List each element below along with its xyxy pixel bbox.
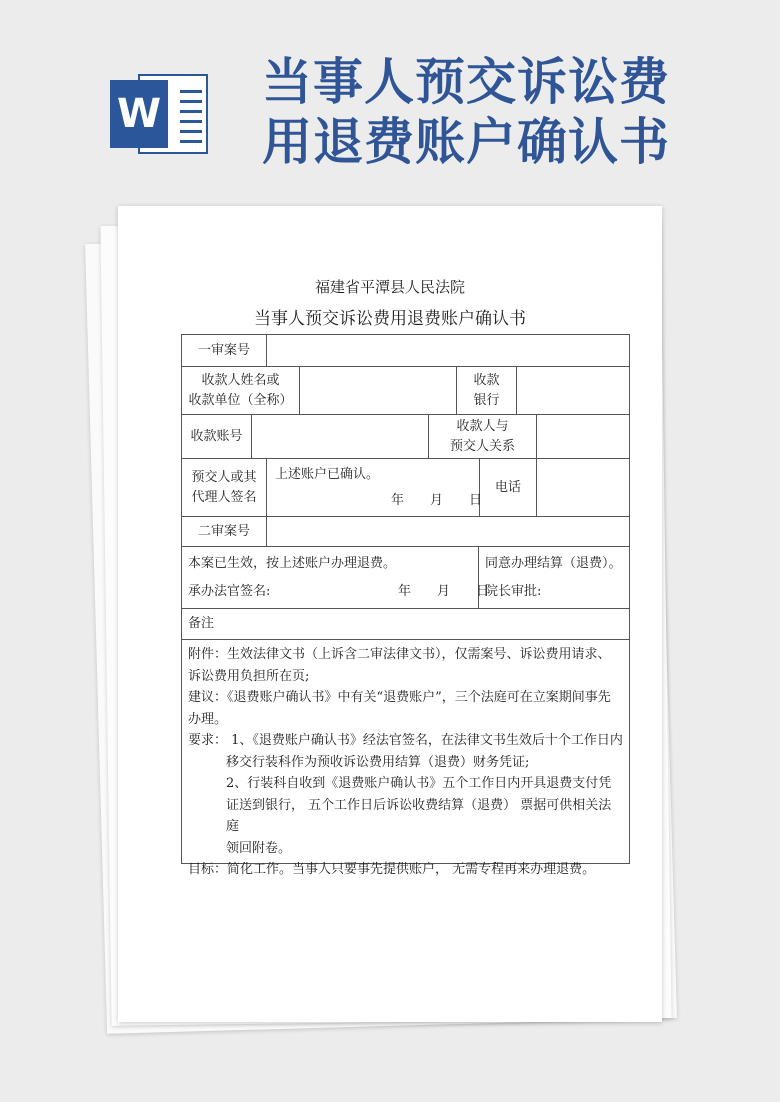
agree-text: 同意办理结算（退费）。 — [485, 556, 622, 571]
phone-value — [537, 459, 629, 517]
confirmation-form-table — [181, 334, 630, 877]
notes-line: 诉讼费用负担所在页; — [188, 668, 310, 684]
account-label: 收款账号 — [182, 415, 252, 459]
notes-line: 移交行装科作为预收诉讼费用结算（退费）财务凭证; — [226, 754, 530, 770]
notes-line: 附件：生效法律文书（上诉含二审法律文书），仅需案号、诉讼费用请求、 — [188, 647, 611, 662]
account-value — [252, 415, 429, 459]
first-case-value — [267, 335, 629, 367]
notes-line: 要求： 1、《退费账户确认书》经法官签名，在法律文书生效后十个工作日内 — [188, 733, 623, 748]
payee-name-value — [300, 367, 457, 415]
relation-label: 收款人与 预交人关系 — [429, 415, 537, 459]
word-doc-icon — [110, 70, 210, 158]
banner-title-line-2: 用退费账户确认书 — [262, 113, 670, 171]
document-page — [118, 206, 662, 1022]
president-label: 院长审批: — [485, 584, 542, 599]
notes-line: 证送到银行， 五个工作日后诉讼收费结算（退费） 票据可供相关法庭 — [226, 797, 612, 834]
signer-date: 年 月 日 — [391, 493, 483, 508]
notes-line: 办理。 — [188, 711, 228, 727]
confirm-text: 上述账户已确认。 — [275, 467, 380, 482]
notes-line: 领回附卷。 — [226, 840, 292, 856]
banner-title — [262, 52, 742, 172]
first-case-label: 一审案号 — [182, 335, 267, 367]
notes-line: 建议：《退费账户确认书》中有关“退费账户”，三个法庭可在立案期间事先 — [188, 690, 611, 705]
second-case-label: 二审案号 — [182, 517, 267, 547]
bank-value — [517, 367, 629, 415]
word-letter-badge: W — [110, 80, 168, 148]
notes-section — [182, 640, 629, 881]
document-title: 当事人预交诉讼费用退费账户确认书 — [254, 309, 526, 329]
notes-line: 2、行装科自收到《退费账户确认书》五个工作日内开具退费支付凭 — [226, 776, 612, 791]
second-case-value — [267, 517, 629, 547]
banner-title-line-1: 当事人预交诉讼费 — [262, 53, 670, 111]
notes-line: 目标：简化工作。当事人只要事先提供账户， 无需专程再来办理退费。 — [188, 862, 596, 877]
signer-label: 预交人或其 代理人签名 — [182, 459, 267, 517]
bank-label: 收款 银行 — [457, 367, 517, 415]
court-name: 福建省平潭县人民法院 — [314, 278, 465, 296]
payee-name-label: 收款人姓名或 收款单位（全称） — [182, 367, 300, 415]
effective-text: 本案已生效，按上述账户办理退费。 — [188, 556, 397, 571]
judge-date: 年 月 日 — [398, 584, 490, 599]
relation-value — [537, 415, 629, 459]
president-approval-cell — [479, 547, 629, 609]
judge-approval-cell — [182, 547, 490, 609]
judge-sign-label: 承办法官签名: — [188, 584, 271, 599]
remarks-label: 备注 — [182, 609, 629, 640]
signer-confirm-cell — [267, 459, 483, 517]
phone-label: 电话 — [480, 459, 537, 517]
